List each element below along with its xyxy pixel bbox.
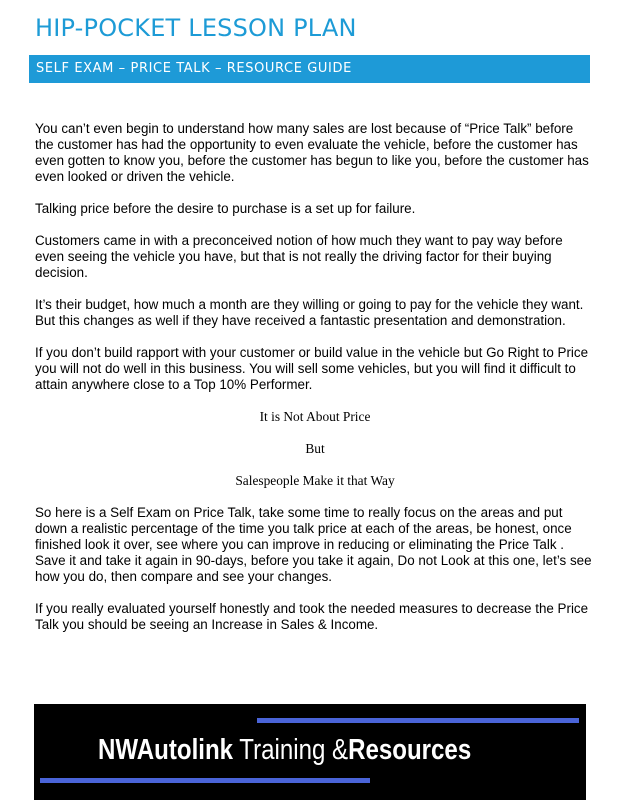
paragraph-price-talk-intro: You can’t even begin to understand how many sales are lost because of “Price Talk” before the customer has had the opportunity to even evaluate the vehicle, before the customer has even gotten to know you, before the customer has begun to like you, before the customer has even looked or driven the vehicle.: [35, 121, 589, 184]
brand-training: Training &: [233, 734, 349, 766]
paragraph-preconceived-notion: Customers came in with a preconceived notion of how much they want to pay way before even seeing the vehicle you have, but that is not really the driving factor for their buying decision.: [35, 233, 563, 280]
paragraph-rapport: If you don’t build rapport with your customer or build value in the vehicle but Go Right to Price you will not do well in this business. You will sell some vehicles, but you will find it difficult to attain anywhere close to a Top 10% Performer.: [35, 345, 589, 392]
page-title: HIP-POCKET LESSON PLAN: [35, 14, 357, 42]
brand-resources: Resources: [348, 734, 472, 766]
footer-accent-line-top: [257, 718, 579, 723]
footer-accent-line-bottom: [40, 778, 370, 783]
brand-logo-text: [98, 730, 471, 770]
footer-logo-banner: [34, 704, 586, 800]
centered-line-salespeople: Salespeople Make it that Way: [235, 473, 395, 488]
brand-name: NWAutolink: [98, 734, 234, 766]
paragraph-self-exam: So here is a Self Exam on Price Talk, take some time to really focus on the areas and put down a realistic percentage of the time you talk price at each of the areas, be honest, once finished look it over, see where you can improve in reducing or eliminating the Price Talk . Save it and take it again in 90-days, before you take it again, Do not Look at this one, let’s see how you do, then compare and see your changes.: [35, 505, 592, 584]
paragraph-set-up-for-failure: Talking price before the desire to purchase is a set up for failure.: [35, 201, 416, 216]
centered-line-but: But: [305, 441, 325, 456]
paragraph-budget: It’s their budget, how much a month are they willing or going to pay for the vehicle they want. But this changes as well if they have received a fantastic presentation and demonstration.: [35, 297, 584, 328]
paragraph-increase-sales: If you really evaluated yourself honestly and took the needed measures to decrease the Price Talk you should be seeing an Increase in Sales & Income.: [35, 601, 589, 632]
document-body: [35, 121, 595, 649]
section-banner: SELF EXAM – PRICE TALK – RESOURCE GUIDE: [29, 55, 590, 83]
centered-line-not-about-price: It is Not About Price: [259, 409, 371, 424]
